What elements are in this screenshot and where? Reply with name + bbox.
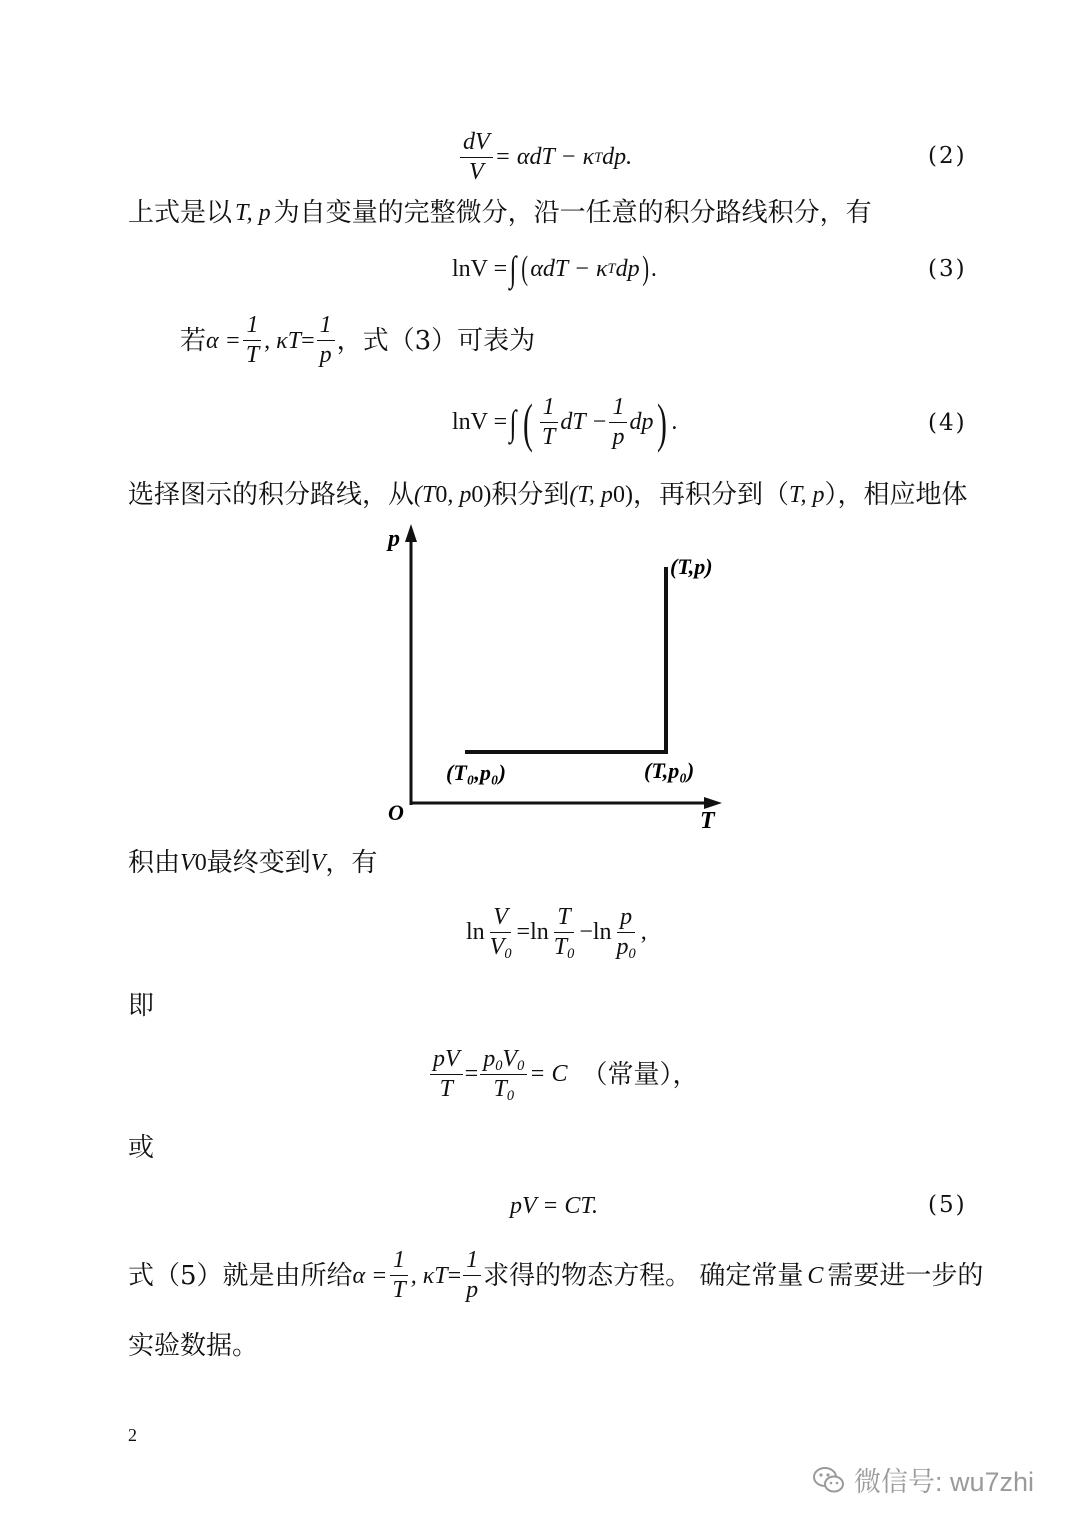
wechat-icon bbox=[812, 1465, 846, 1495]
paragraph: 若 α = $\frac{1}{T}$ , κ T = $\frac{1}{p}$ ，式（3）可表为 bbox=[180, 312, 536, 369]
y-axis-arrow-icon bbox=[405, 524, 417, 542]
point-end-label: (T,p) bbox=[670, 554, 713, 579]
equation-number: (4) bbox=[928, 410, 967, 436]
y-axis-label: p bbox=[388, 526, 400, 552]
equation-number: (2) bbox=[928, 143, 967, 169]
paragraph: 或 bbox=[128, 1133, 155, 1163]
equation-number: (5) bbox=[928, 1192, 967, 1218]
equation-ln: ln $\frac{V}{V_0}$ =ln $\frac{T}{T_0}$ −ln $\frac{p}{p_0}$ , bbox=[466, 904, 647, 963]
point-start-label: (T₀,p₀) bbox=[446, 760, 506, 785]
watermark: 微信号: wu7zhi bbox=[812, 1460, 1034, 1499]
origin-label: O bbox=[388, 800, 404, 825]
x-axis-label: T bbox=[700, 808, 715, 834]
equation-3: lnV = ∫ ( αdT − κ T dp ) . bbox=[452, 249, 657, 289]
integration-path-figure bbox=[370, 520, 740, 840]
equation-constant: $\frac{pV}{T}$ = $\frac{p_0V_0}{T_0}$ = C （常量）， bbox=[428, 1047, 699, 1102]
paragraph: 选择图示的积分路线，从 (T 0 , p 0 ) 积分到 (T, p 0 ) ，再积分到（ T, p ），相应地体 bbox=[128, 480, 968, 510]
paragraph: 式（5）就是由所给 α = $\frac{1}{T}$ , κ T = $\frac{1}{p}$ 求得的物态方程。 确定常量 C 需要进一步的 bbox=[128, 1247, 984, 1304]
paragraph: 实验数据。 bbox=[128, 1331, 259, 1361]
equation-2: $\frac{dV}{V}$ = αdT − κ T dp. bbox=[458, 130, 632, 185]
paragraph: 即 bbox=[128, 991, 155, 1021]
equation-number: (3) bbox=[928, 256, 967, 282]
equation-4: lnV = ∫ ( $\frac{1}{T}$ dT − $\frac{1}{p}$ dp ) . bbox=[452, 392, 678, 453]
equation-5: pV = CT. bbox=[510, 1193, 598, 1219]
paragraph: 上式是以 T, p 为自变量的完整微分，沿一任意的积分路线积分，有 bbox=[128, 198, 872, 228]
paragraph: 积由 V 0 最终变到 V ，有 bbox=[128, 848, 378, 878]
point-corner-label: (T,p₀) bbox=[644, 758, 695, 783]
page-number: 2 bbox=[128, 1425, 137, 1445]
